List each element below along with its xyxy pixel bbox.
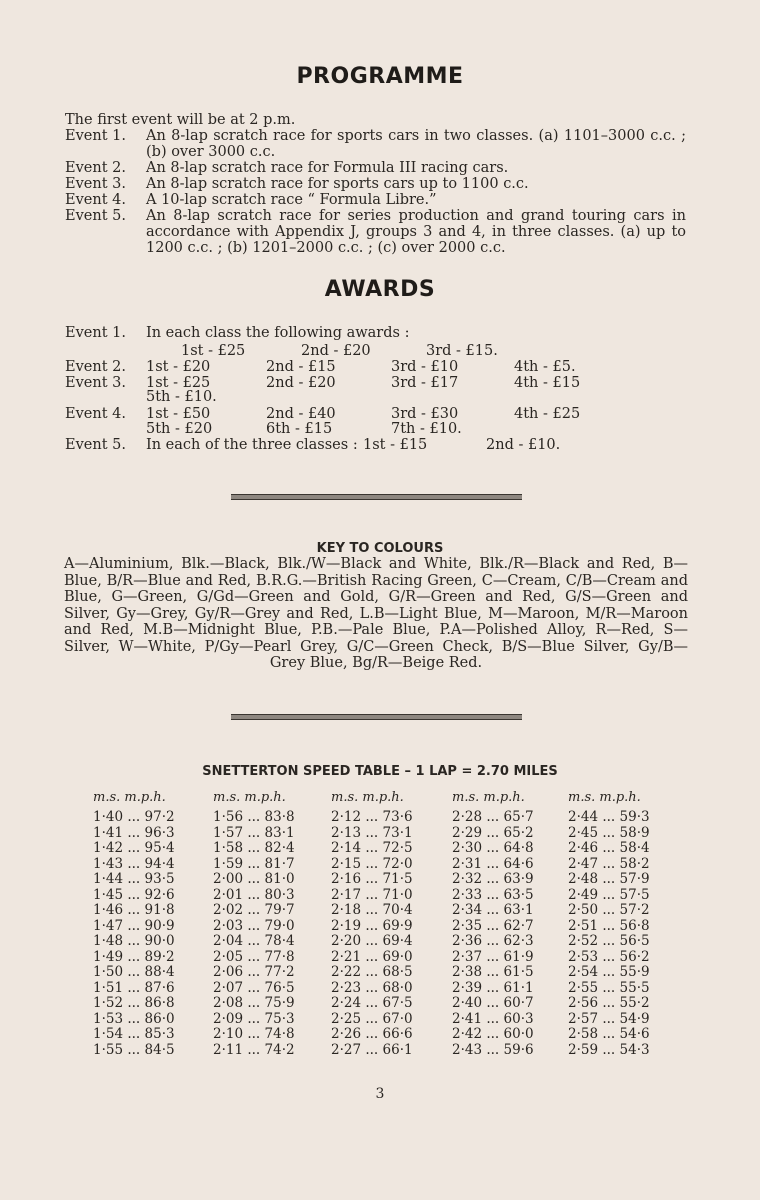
- speed-table-row: 2·22 ... 68·5: [331, 964, 413, 980]
- speed-table-heading: SNETTERTON SPEED TABLE – 1 LAP = 2.70 MILES: [202, 764, 558, 779]
- award-place: 1st - £25: [181, 343, 246, 359]
- speed-table-row: 2·30 ... 64·8: [452, 840, 534, 856]
- award-place: 5th - £10.: [146, 389, 217, 405]
- column-header: m.s. m.p.h.: [568, 790, 641, 805]
- award-place: 1st - £25: [146, 375, 211, 391]
- speed-table-row: 1·47 ... 90·9: [93, 917, 175, 934]
- speed-table-row: 1·55 ... 84·5: [93, 1041, 175, 1058]
- speed-table-column: [331, 790, 441, 1058]
- speed-table-row: 2·42 ... 60·0: [452, 1026, 534, 1042]
- speed-table-row: 2·35 ... 62·7: [452, 917, 534, 934]
- speed-table-column: [213, 790, 323, 1058]
- speed-table-row: 2·33 ... 63·5: [452, 886, 534, 903]
- event-description: An 8-lap scratch race for sports cars up to 1100 c.c.: [146, 176, 529, 192]
- speed-table-row: 2·21 ... 69·0: [331, 948, 413, 965]
- speed-table-row: 2·10 ... 74·8: [213, 1026, 295, 1042]
- award-place: 1st - £20: [146, 359, 211, 375]
- key-to-colours-heading: KEY TO COLOURS: [316, 541, 444, 556]
- speed-table-row: 2·17 ... 71·0: [331, 886, 413, 903]
- speed-table-row: 2·29 ... 65·2: [452, 824, 534, 841]
- speed-table-row: 2·38 ... 61·5: [452, 964, 534, 980]
- speed-table-row: 2·08 ... 75·9: [213, 995, 295, 1011]
- speed-table-row: 1·54 ... 85·3: [93, 1026, 175, 1042]
- speed-table-row: 2·53 ... 56·2: [568, 948, 650, 965]
- speed-table-row: 2·34 ... 63·1: [452, 902, 534, 918]
- speed-table-row: 1·57 ... 83·1: [213, 824, 295, 841]
- speed-table-column: [452, 790, 562, 1058]
- award-place: 1st - £15: [363, 437, 428, 453]
- speed-table-row: 2·28 ... 65·7: [452, 809, 534, 825]
- award-place: 2nd - £20: [301, 343, 371, 359]
- speed-table-row: 1·52 ... 86·8: [93, 995, 175, 1011]
- event-label: Event 3.: [65, 176, 126, 192]
- speed-table-row: 2·57 ... 54·9: [568, 1010, 650, 1027]
- award-event-label: Event 1.: [65, 325, 126, 341]
- speed-table-row: 2·01 ... 80·3: [213, 886, 295, 903]
- page-number: 3: [375, 1086, 385, 1102]
- speed-table-row: 1·59 ... 81·7: [213, 855, 295, 872]
- award-place: 3rd - £10: [391, 359, 459, 375]
- award-place: 2nd - £20: [266, 375, 336, 391]
- speed-table-row: 2·02 ... 79·7: [213, 902, 295, 918]
- column-header: m.s. m.p.h.: [452, 790, 525, 805]
- speed-table-row: 2·39 ... 61·1: [452, 979, 534, 996]
- award-event-label: Event 2.: [65, 359, 126, 375]
- speed-table-row: 2·58 ... 54·6: [568, 1026, 650, 1042]
- award-place: 3rd - £17: [391, 375, 459, 391]
- speed-table-row: 1·43 ... 94·4: [93, 855, 175, 872]
- award-place: 2nd - £15: [266, 359, 336, 375]
- speed-table-row: 1·44 ... 93·5: [93, 871, 175, 887]
- divider-rule: [231, 494, 522, 500]
- speed-table-row: 2·47 ... 58·2: [568, 855, 650, 872]
- speed-table-row: 2·14 ... 72·5: [331, 840, 413, 856]
- event-description: A 10-lap scratch race “ Formula Libre.”: [146, 192, 437, 208]
- speed-table-row: 2·05 ... 77·8: [213, 948, 295, 965]
- speed-table-row: 2·56 ... 55·2: [568, 995, 650, 1011]
- speed-table-row: 2·15 ... 72·0: [331, 855, 413, 872]
- speed-table-row: 1·42 ... 95·4: [93, 840, 175, 856]
- speed-table-row: 1·58 ... 82·4: [213, 840, 295, 856]
- award-place: 7th - £10.: [391, 421, 462, 437]
- divider-rule: [231, 714, 522, 720]
- speed-table-row: 2·51 ... 56·8: [568, 917, 650, 934]
- speed-table-row: 2·12 ... 73·6: [331, 809, 413, 825]
- speed-table-row: 2·46 ... 58·4: [568, 840, 650, 856]
- column-header: m.s. m.p.h.: [331, 790, 404, 805]
- speed-table-row: 1·51 ... 87·6: [93, 979, 175, 996]
- programme-heading: PROGRAMME: [296, 64, 464, 89]
- speed-table-row: 2·43 ... 59·6: [452, 1041, 534, 1058]
- event-label: Event 2.: [65, 160, 126, 176]
- speed-table-row: 2·55 ... 55·5: [568, 979, 650, 996]
- speed-table-row: 1·45 ... 92·6: [93, 886, 175, 903]
- award-place: 6th - £15: [266, 421, 333, 437]
- speed-table-row: 2·25 ... 67·0: [331, 1010, 413, 1027]
- speed-table-row: 2·49 ... 57·5: [568, 886, 650, 903]
- award-text: In each of the three classes :: [146, 437, 358, 453]
- speed-table-column: [568, 790, 678, 1058]
- speed-table-row: 2·45 ... 58·9: [568, 824, 650, 841]
- event-label: Event 1.: [65, 128, 126, 144]
- speed-table-row: 1·49 ... 89·2: [93, 948, 175, 965]
- speed-table-row: 2·26 ... 66·6: [331, 1026, 413, 1042]
- speed-table-row: 2·09 ... 75·3: [213, 1010, 295, 1027]
- speed-table-row: 2·54 ... 55·9: [568, 964, 650, 980]
- speed-table-row: 2·32 ... 63·9: [452, 871, 534, 887]
- speed-table-row: 1·53 ... 86·0: [93, 1010, 175, 1027]
- event-description: An 8-lap scratch race for sports cars in two classes. (a) 1101–3000 c.c. ; (b) over 3000 c.c.: [146, 128, 686, 160]
- speed-table-row: 1·41 ... 96·3: [93, 824, 175, 841]
- speed-table-row: 2·48 ... 57·9: [568, 871, 650, 887]
- speed-table-column: [93, 790, 203, 1058]
- speed-table-row: 2·40 ... 60·7: [452, 995, 534, 1011]
- speed-table-row: 2·24 ... 67·5: [331, 995, 413, 1011]
- programme-intro: The first event will be at 2 p.m.: [65, 112, 296, 128]
- award-place: 4th - £25: [514, 406, 581, 422]
- speed-table-row: 2·13 ... 73·1: [331, 824, 413, 841]
- speed-table-row: 1·50 ... 88·4: [93, 964, 175, 980]
- awards-heading: AWARDS: [324, 277, 436, 302]
- speed-table-row: 2·41 ... 60·3: [452, 1010, 534, 1027]
- speed-table-row: 2·27 ... 66·1: [331, 1041, 413, 1058]
- award-place: 2nd - £10.: [486, 437, 561, 453]
- speed-table-row: 2·37 ... 61·9: [452, 948, 534, 965]
- column-header: m.s. m.p.h.: [93, 790, 166, 805]
- award-text: In each class the following awards :: [146, 325, 410, 341]
- speed-table-row: 1·48 ... 90·0: [93, 933, 175, 949]
- event-label: Event 5.: [65, 208, 126, 224]
- speed-table-row: 2·06 ... 77·2: [213, 964, 295, 980]
- speed-table-row: 2·04 ... 78·4: [213, 933, 295, 949]
- speed-table-row: 2·31 ... 64·6: [452, 855, 534, 872]
- award-place: 4th - £15: [514, 375, 581, 391]
- speed-table-row: 2·16 ... 71·5: [331, 871, 413, 887]
- award-place: 5th - £20: [146, 421, 213, 437]
- column-header: m.s. m.p.h.: [213, 790, 286, 805]
- speed-table-row: 2·03 ... 79·0: [213, 917, 295, 934]
- event-description: An 8-lap scratch race for series production and grand touring cars in accordance with Appendix J, groups 3 and 4, in three classes. (a) up to 1200 c.c. ; (b) 1201–2000 c.c. ; (c) over 2000 c.c.: [146, 208, 686, 256]
- speed-table-row: 1·40 ... 97·2: [93, 809, 175, 825]
- speed-table-row: 2·00 ... 81·0: [213, 871, 295, 887]
- award-event-label: Event 5.: [65, 437, 126, 453]
- speed-table-row: 2·18 ... 70·4: [331, 902, 413, 918]
- speed-table-row: 2·23 ... 68·0: [331, 979, 413, 996]
- speed-table-row: 1·46 ... 91·8: [93, 902, 175, 918]
- speed-table-row: 2·59 ... 54·3: [568, 1041, 650, 1058]
- speed-table-row: 2·19 ... 69·9: [331, 917, 413, 934]
- award-place: 4th - £5.: [514, 359, 576, 375]
- speed-table-row: 2·44 ... 59·3: [568, 809, 650, 825]
- award-event-label: Event 3.: [65, 375, 126, 391]
- event-label: Event 4.: [65, 192, 126, 208]
- speed-table-row: 2·52 ... 56·5: [568, 933, 650, 949]
- speed-table-row: 2·50 ... 57·2: [568, 902, 650, 918]
- speed-table-row: 2·36 ... 62·3: [452, 933, 534, 949]
- speed-table-row: 2·20 ... 69·4: [331, 933, 413, 949]
- award-place: 2nd - £40: [266, 406, 336, 422]
- award-event-label: Event 4.: [65, 406, 126, 422]
- speed-table-row: 2·11 ... 74·2: [213, 1041, 295, 1058]
- award-place: 3rd - £15.: [426, 343, 498, 359]
- award-place: 3rd - £30: [391, 406, 459, 422]
- award-place: 1st - £50: [146, 406, 211, 422]
- speed-table-row: 1·56 ... 83·8: [213, 809, 295, 825]
- key-to-colours-text: A—Aluminium, Blk.—Black, Blk./W—Black and White, Blk./R—Black and Red, B—Blue, B/R—Blue and Red, B.R.G.—British Racing Green, C—Cream, C/B—Cream and Blue, G—Green, G/Gd—Green and Gold, G/R—Green and Red, G/S—Green and Silver, Gy—Grey, Gy/R—Grey and Red, L.B—Light Blue, M—Maroon, M/R—Maroon and Red, M.B—Midnight Blue, P.B.—Pale Blue, P.A—Polished Alloy, R—Red, S—Silver, W—White, P/Gy—Pearl Grey, G/C—Green Check, B/S—Blue Silver, Gy/B—Grey Blue, Bg/R—Beige Red.: [64, 556, 688, 671]
- event-description: An 8-lap scratch race for Formula III racing cars.: [146, 160, 509, 176]
- speed-table-row: 2·07 ... 76·5: [213, 979, 295, 996]
